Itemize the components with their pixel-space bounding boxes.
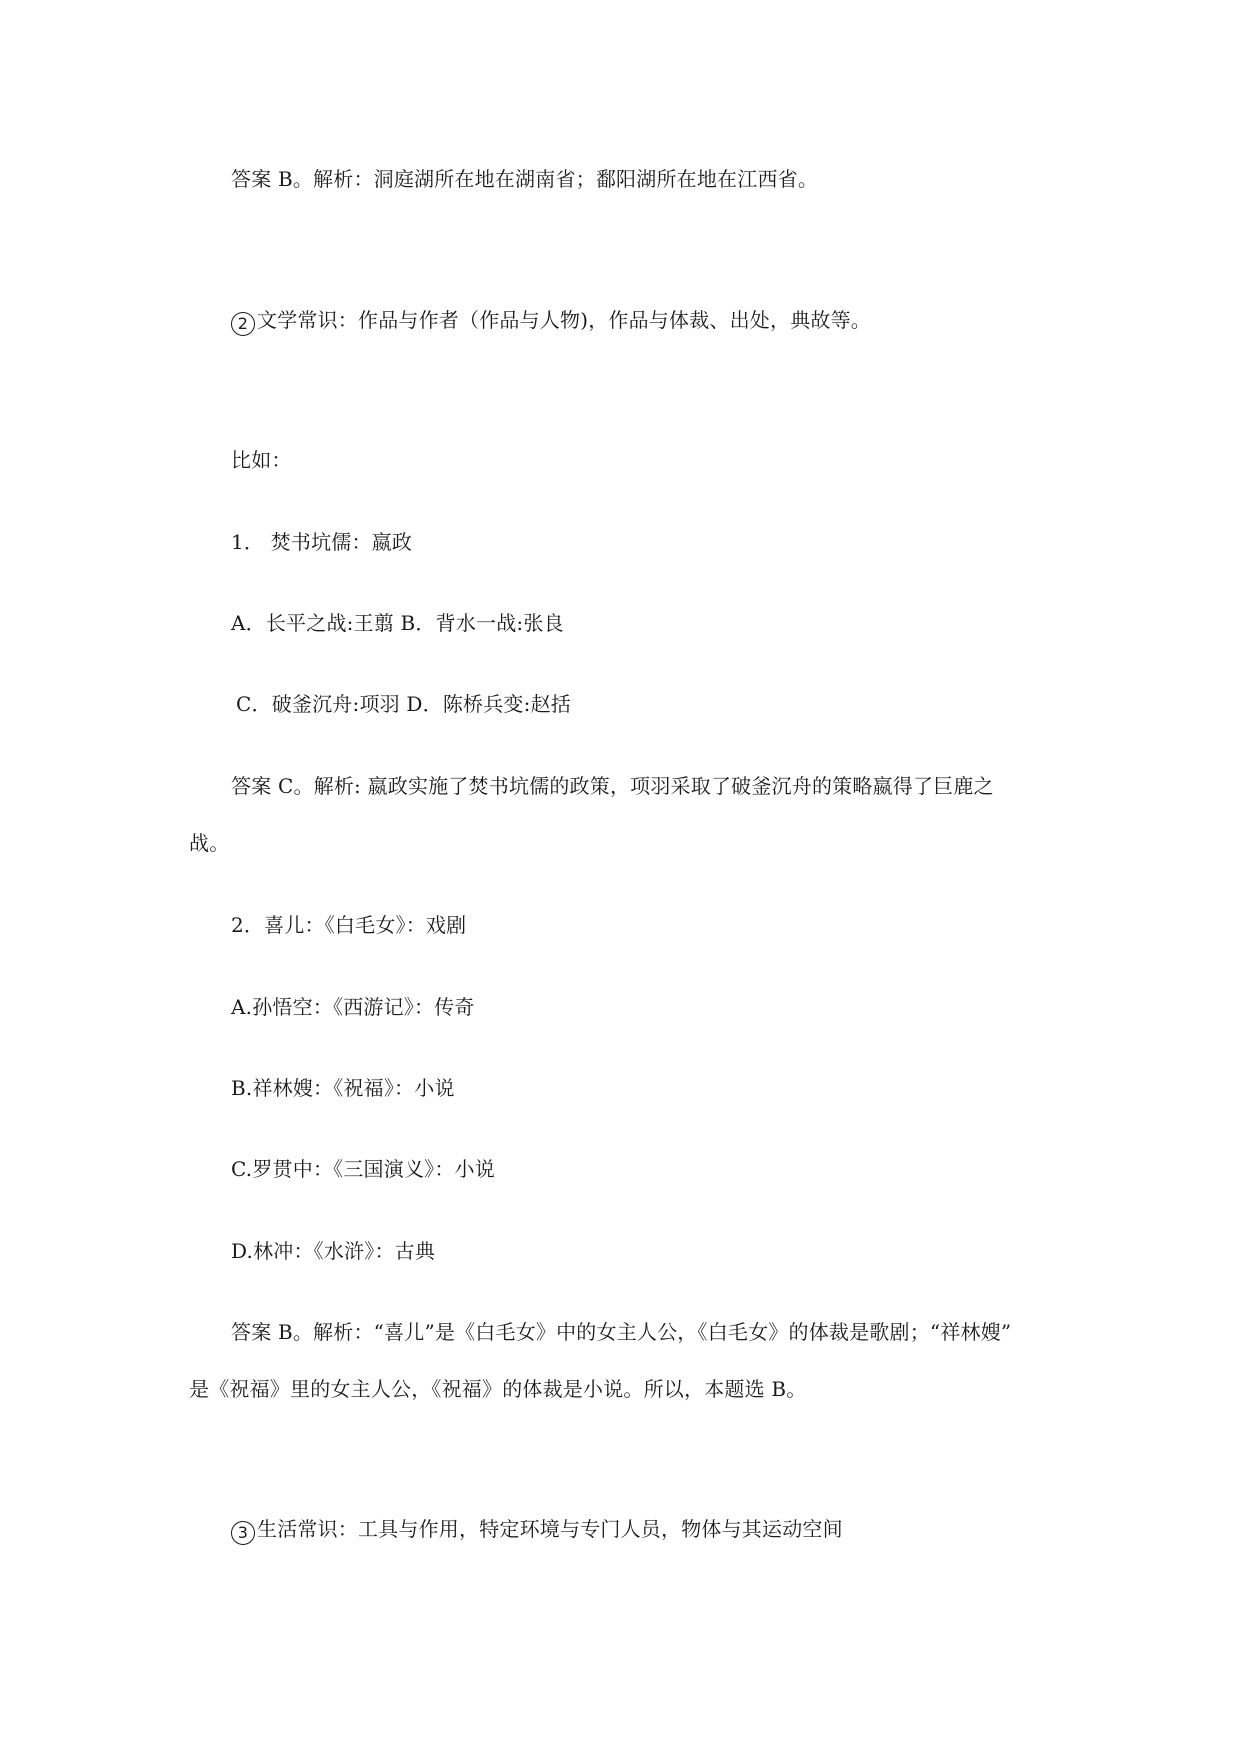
answer-paragraph-3-line-1: 答案 B。解析：“喜儿”是《白毛女》中的女主人公，《白毛女》的体裁是歌剧；“祥林嫂” xyxy=(231,1320,1012,1344)
section-heading-literature xyxy=(231,308,871,336)
circled-number-3: 3 xyxy=(231,1521,255,1545)
question-1-options-cd: C．破釜沉舟:项羽 D．陈桥兵变:赵括 xyxy=(236,692,571,716)
section-heading-literature-text: 文学常识：作品与作者（作品与人物)，作品与体裁、出处，典故等。 xyxy=(257,308,872,332)
answer-paragraph-2-line-2: 战。 xyxy=(189,831,230,855)
answer-paragraph-2-line-1: 答案 C。解析: 嬴政实施了焚书坑儒的政策，项羽采取了破釜沉舟的策略嬴得了巨鹿之 xyxy=(231,774,994,798)
section-heading-daily-life-text: 生活常识：工具与作用，特定环境与专门人员，物体与其运动空间 xyxy=(257,1517,843,1541)
section-heading-daily-life xyxy=(231,1517,843,1545)
question-2-option-b: B.祥林嫂：《祝福》：小说 xyxy=(231,1076,455,1100)
question-2-option-d: D.林冲：《水浒》：古典 xyxy=(231,1239,436,1263)
example-intro: 比如： xyxy=(231,448,292,472)
answer-paragraph-3-line-2: 是《祝福》里的女主人公，《祝福》的体裁是小说。所以，本题选 B。 xyxy=(189,1377,807,1401)
question-1-stem: 1． 焚书坑儒：嬴政 xyxy=(231,530,413,554)
question-2-stem: 2．喜儿：《白毛女》：戏剧 xyxy=(231,913,467,937)
question-2-option-a: A.孙悟空：《西游记》：传奇 xyxy=(231,995,475,1019)
circled-number-2: 2 xyxy=(231,312,255,336)
answer-paragraph-1: 答案 B。解析：洞庭湖所在地在湖南省；鄱阳湖所在地在江西省。 xyxy=(231,167,819,191)
question-1-options-ab: A．长平之战:王翦 B．背水一战:张良 xyxy=(231,611,564,635)
question-2-option-c: C.罗贯中：《三国演义》：小说 xyxy=(231,1157,495,1181)
